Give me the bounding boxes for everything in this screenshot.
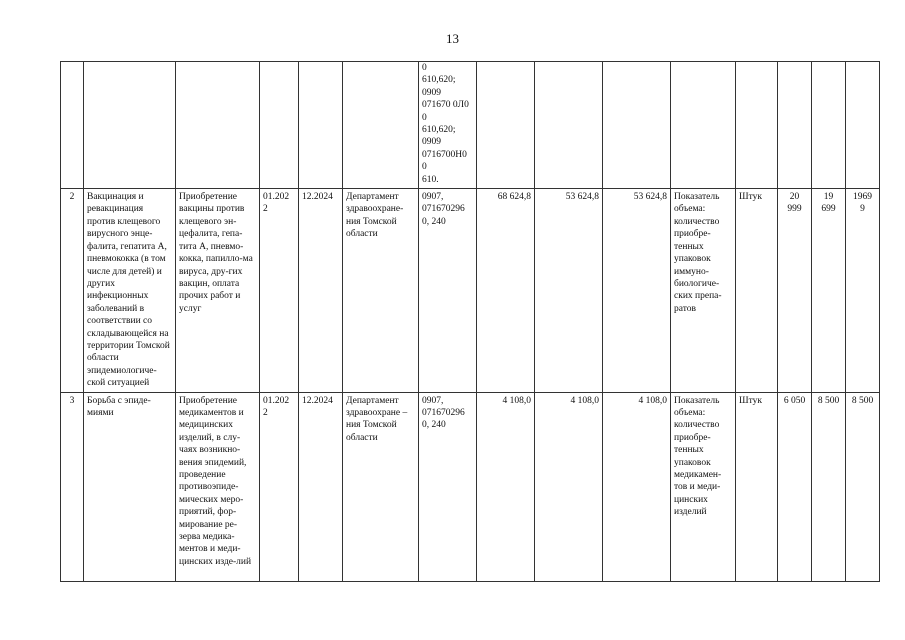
cell-unit: Штук	[736, 189, 778, 393]
continuation-row	[61, 62, 880, 189]
cell-empty	[603, 62, 671, 189]
cell-value-year-3: 8 500	[846, 392, 880, 581]
cell-value-year-2: 19 699	[812, 189, 846, 393]
cell-empty	[736, 62, 778, 189]
page-number: 13	[446, 31, 459, 46]
cell-value-year-3: 1969 9	[846, 189, 880, 393]
cell-indicator: Показатель объема: количество приобре-тенных упаковок медикамен-тов и меди-цинских изделий	[671, 392, 736, 581]
cell-empty	[61, 62, 84, 189]
cell-empty	[812, 62, 846, 189]
cell-event-content: Приобретение вакцины против клещевого эн-цефалита, гепа-тита А, пневмо-кокка, папилло-ма вируса, дру-гих вакцин, оплата прочих работ и услуг	[176, 189, 260, 393]
cell-empty	[84, 62, 176, 189]
cell-value-year-1: 20 999	[778, 189, 812, 393]
cell-start-date: 01.202 2	[260, 392, 299, 581]
cell-event-name: Вакцинация и ревакцинация против клещевого вирусного энце-фалита, гепатита А, пневмококка (в том числе для детей) и других инфекционных заболеваний в соответствии со складывающейся на территории Томской области эпидемиологиче-ской ситуацией	[84, 189, 176, 393]
cell-row-number: 3	[61, 392, 84, 581]
cell-empty	[846, 62, 880, 189]
cell-budget-code: 0907, 071670296 0, 240	[419, 189, 477, 393]
cell-end-date: 12.2024	[299, 392, 343, 581]
table-row	[61, 189, 880, 393]
cell-value-year-2: 8 500	[812, 392, 846, 581]
cell-funding-2: 53 624,8	[603, 189, 671, 393]
cell-budget-code: 0907, 071670296 0, 240	[419, 392, 477, 581]
cell-budget-code: 0 610,620; 0909 071670 0Л0 0 610,620; 0909 0716700Н0 0 610.	[419, 62, 477, 189]
cell-empty	[535, 62, 603, 189]
cell-funding-1: 53 624,8	[535, 189, 603, 393]
cell-indicator: Показатель объема: количество приобре-тенных упаковок иммуно-биологиче-ских препа-ратов	[671, 189, 736, 393]
cell-start-date: 01.202 2	[260, 189, 299, 393]
cell-row-number: 2	[61, 189, 84, 393]
cell-unit: Штук	[736, 392, 778, 581]
cell-empty	[778, 62, 812, 189]
cell-empty	[299, 62, 343, 189]
cell-end-date: 12.2024	[299, 189, 343, 393]
cell-event-name: Борьба с эпиде-миями	[84, 392, 176, 581]
cell-executor: Департамент здравоохране-ния Томской области	[343, 189, 419, 393]
cell-total-amount: 4 108,0	[477, 392, 535, 581]
cell-empty	[671, 62, 736, 189]
cell-executor: Департамент здравоохране – ния Томской области	[343, 392, 419, 581]
cell-event-content: Приобретение медикаментов и медицинских изделий, в слу-чаях возникно-вения эпидемий, проведение противоэпиде-мических меро-приятий, фор-мирование ре-зерва медика-ментов и меди-цинских изде-лий	[176, 392, 260, 581]
cell-funding-2: 4 108,0	[603, 392, 671, 581]
cell-value-year-1: 6 050	[778, 392, 812, 581]
cell-total-amount: 68 624,8	[477, 189, 535, 393]
cell-empty	[260, 62, 299, 189]
cell-empty	[477, 62, 535, 189]
table-row	[61, 392, 880, 581]
cell-empty	[343, 62, 419, 189]
cell-funding-1: 4 108,0	[535, 392, 603, 581]
cell-empty	[176, 62, 260, 189]
program-table	[60, 61, 880, 582]
